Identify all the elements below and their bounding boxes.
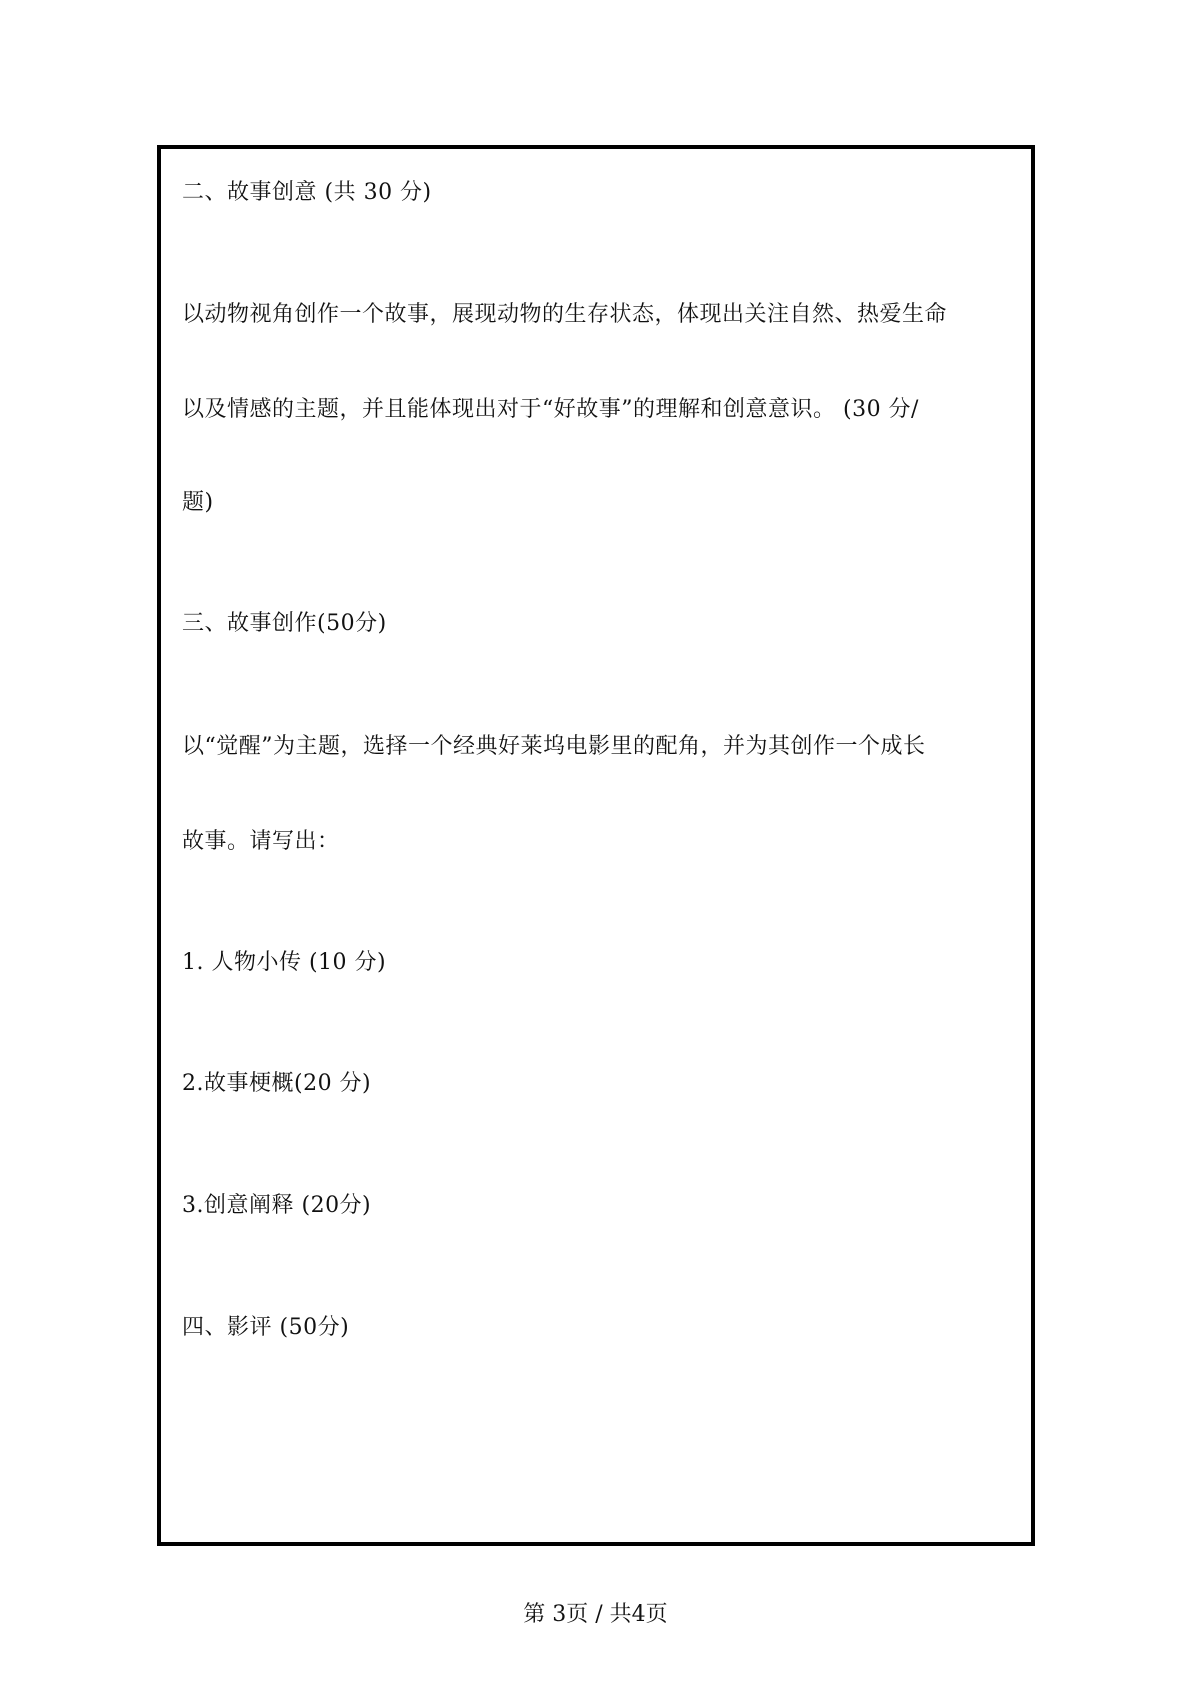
section-heading-film-review: 四、影评 (50分) [182, 1315, 350, 1340]
list-item: 1. 人物小传 (10 分) [182, 950, 387, 975]
paragraph-line: 故事。请写出： [182, 829, 340, 854]
section-heading-story-creation: 三、故事创作(50分) [182, 611, 387, 636]
list-item: 2.故事梗概(20 分) [182, 1071, 372, 1096]
paragraph-line: 以及情感的主题，并且能体现出对于“好故事”的理解和创意意识。 (30 分/ [182, 397, 919, 422]
paragraph-line: 题) [182, 490, 214, 515]
paragraph-line: 以“觉醒”为主题，选择一个经典好莱坞电影里的配角，并为其创作一个成长 [182, 734, 926, 759]
paragraph-line: 以动物视角创作一个故事，展现动物的生存状态，体现出关注自然、热爱生命 [182, 302, 948, 327]
section-heading-story-idea: 二、故事创意 (共 30 分) [182, 180, 432, 205]
list-item: 3.创意阐释 (20分) [182, 1193, 372, 1218]
page-number: 第 3页 / 共4页 [523, 1602, 668, 1627]
